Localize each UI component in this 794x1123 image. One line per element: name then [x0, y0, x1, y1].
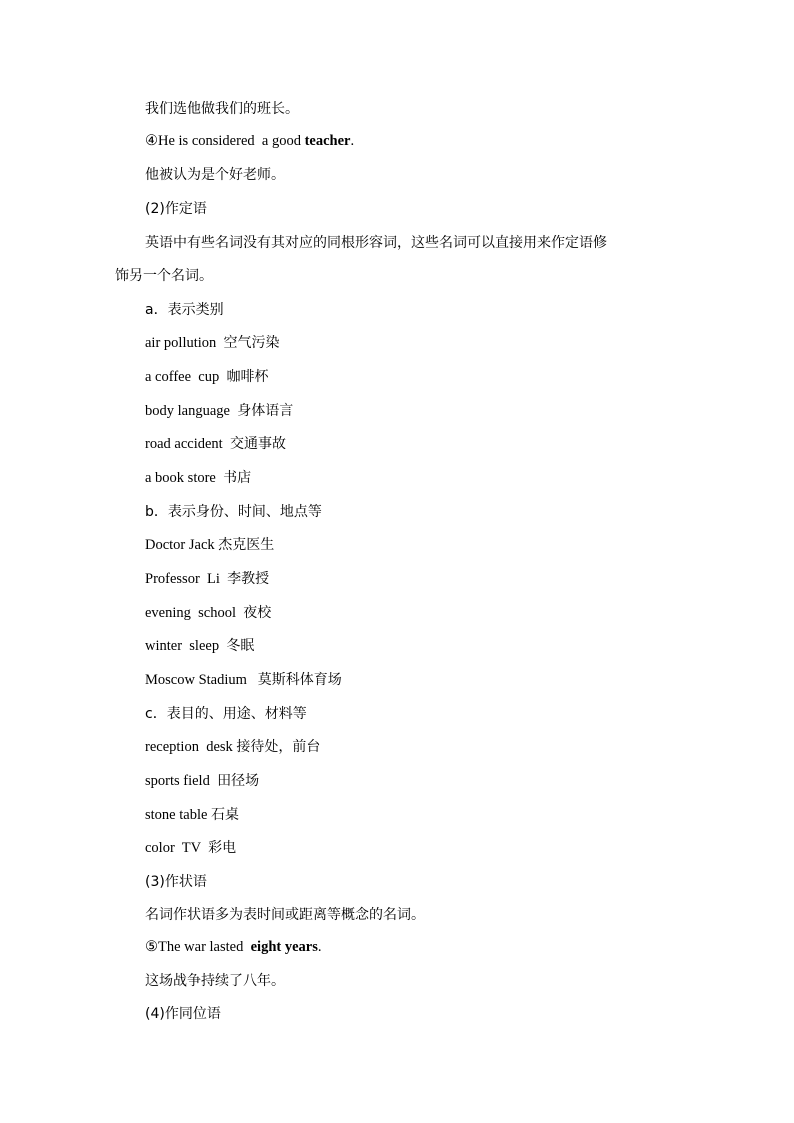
vocab-english: body language [145, 403, 238, 419]
vocab-english: road accident [145, 436, 230, 452]
translation-text: 这场战争持续了八年。 [145, 973, 285, 989]
vocab-item [145, 333, 280, 353]
vocab-chinese: 夜校 [243, 605, 272, 621]
vocab-item [145, 434, 286, 454]
vocab-chinese: 石桌 [211, 807, 240, 823]
vocab-english: Moscow Stadium [145, 672, 258, 688]
example-sentence [145, 131, 354, 151]
text-line [145, 99, 299, 119]
translation-line [145, 971, 285, 991]
subsection-heading-text: b．表示身份、时间、地点等 [145, 504, 322, 520]
paragraph-text: 饰另一个名词。 [115, 268, 213, 284]
vocab-item [145, 737, 320, 757]
section-heading [145, 199, 207, 219]
paragraph-line [145, 905, 425, 925]
vocab-chinese: 身体语言 [237, 403, 294, 419]
example-text: ④He is considered a good [145, 133, 305, 149]
vocab-english: winter sleep [145, 638, 227, 654]
vocab-item [145, 603, 271, 623]
section-heading-text: (3)作状语 [145, 874, 207, 890]
vocab-item [145, 468, 251, 488]
subsection-heading-text: a．表示类别 [145, 302, 224, 318]
example-sentence [145, 937, 321, 957]
vocab-english: evening school [145, 605, 244, 621]
vocab-item [145, 805, 239, 825]
paragraph-line [115, 266, 213, 286]
bold-keyword: eight years [250, 939, 318, 955]
translation-line [145, 165, 285, 185]
translation-text: 他被认为是个好老师。 [145, 167, 285, 183]
example-text: ⑤The war lasted [145, 939, 251, 955]
subsection-heading [145, 300, 224, 320]
vocab-chinese: 莫斯科体育场 [257, 672, 342, 688]
vocab-item [145, 771, 259, 791]
punctuation: . [317, 939, 322, 955]
vocab-english: stone table [145, 807, 212, 823]
vocab-item [145, 569, 269, 589]
vocab-chinese: 接待处，前台 [236, 739, 321, 755]
vocab-english: color TV [145, 840, 209, 856]
vocab-english: air pollution [145, 335, 224, 351]
vocab-english: reception desk [145, 739, 237, 755]
subsection-heading [145, 502, 322, 522]
vocab-item [145, 401, 293, 421]
vocab-chinese: 交通事故 [229, 436, 286, 452]
chinese-sentence: 我们选他做我们的班长。 [145, 101, 299, 117]
vocab-chinese: 彩电 [208, 840, 237, 856]
vocab-english: sports field [145, 773, 218, 789]
vocab-item [145, 535, 274, 555]
subsection-heading [145, 704, 307, 724]
vocab-english: a book store [145, 470, 224, 486]
vocab-item [145, 636, 254, 656]
vocab-chinese: 李教授 [227, 571, 270, 587]
vocab-item [145, 838, 236, 858]
section-heading [145, 872, 207, 892]
vocab-english: Professor Li [145, 571, 228, 587]
vocab-chinese: 冬眠 [226, 638, 255, 654]
vocab-chinese: 书店 [223, 470, 252, 486]
subsection-heading-text: c．表目的、用途、材料等 [145, 706, 307, 722]
paragraph-text: 名词作状语多为表时间或距离等概念的名词。 [145, 907, 425, 923]
bold-keyword: teacher [304, 133, 351, 149]
punctuation: . [350, 133, 355, 149]
vocab-chinese: 咖啡杯 [226, 369, 269, 385]
vocab-item [145, 367, 268, 387]
vocab-chinese: 田径场 [217, 773, 260, 789]
paragraph-text: 英语中有些名词没有其对应的同根形容词，这些名词可以直接用来作定语修 [145, 235, 607, 251]
paragraph-line [145, 233, 607, 253]
section-heading-text: (4)作同位语 [145, 1006, 221, 1022]
vocab-english: a coffee cup [145, 369, 227, 385]
vocab-chinese: 杰克医生 [218, 537, 275, 553]
section-heading [145, 1004, 221, 1024]
vocab-english: Doctor Jack [145, 537, 219, 553]
vocab-item [145, 670, 342, 690]
vocab-chinese: 空气污染 [223, 335, 280, 351]
section-heading-text: (2)作定语 [145, 201, 207, 217]
